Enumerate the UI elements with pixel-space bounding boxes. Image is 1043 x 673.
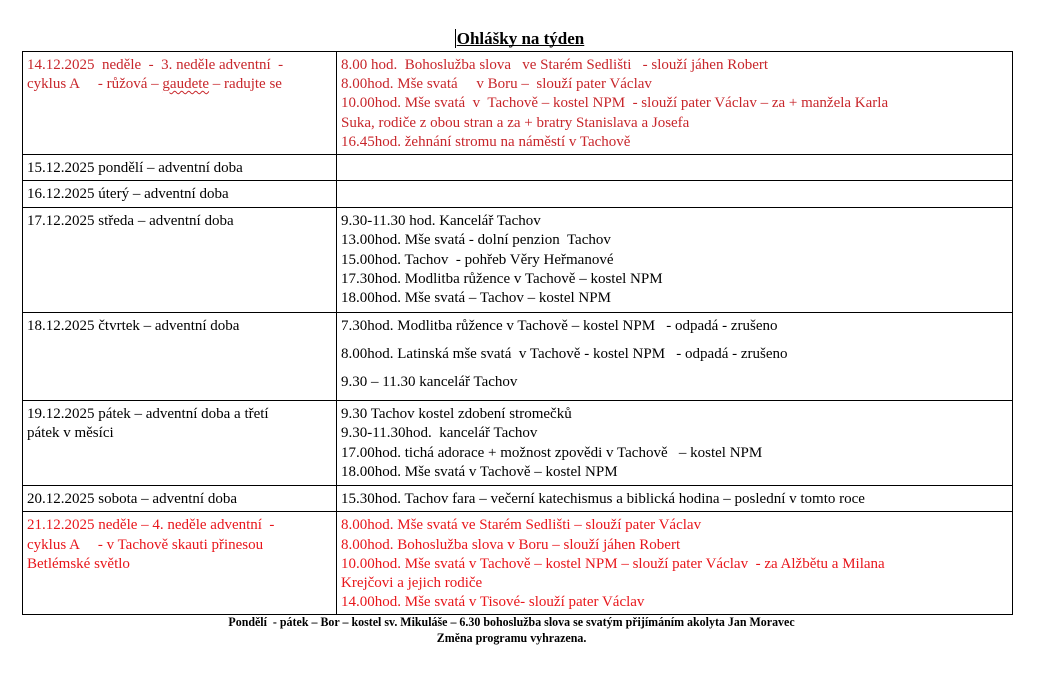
event-line: 17.00hod. tichá adorace + možnost zpovědi v Tachově – kostel NPM <box>341 444 763 461</box>
day-cell <box>23 181 337 208</box>
day-line-part: cyklus A - růžová – <box>27 76 163 93</box>
day-line: 15.12.2025 pondělí – adventní doba <box>27 160 243 177</box>
table-row <box>23 401 1013 486</box>
spellcheck-marked-word: gaudete <box>162 76 210 93</box>
day-cell <box>23 512 337 615</box>
event-line: 9.30-11.30 hod. Kancelář Tachov <box>341 213 541 230</box>
day-cell <box>23 486 337 512</box>
table-row <box>23 52 1013 155</box>
event-line: 8.00hod. Latinská mše svatá v Tachově - kostel NPM - odpadá - zrušeno <box>341 345 788 362</box>
day-line: cyklus A - v Tachově skauti přinesou <box>27 536 264 553</box>
day-cell <box>23 401 337 486</box>
weekly-schedule-table <box>22 51 1013 615</box>
day-line: 14.12.2025 neděle - 3. neděle adventní - <box>27 57 284 73</box>
table-row <box>23 512 1013 615</box>
event-line: 9.30-11.30hod. kancelář Tachov <box>341 425 538 442</box>
event-line: 13.00hod. Mše svatá - dolní penzion Tachov <box>341 232 611 249</box>
events-cell <box>337 401 1013 486</box>
events-cell <box>337 52 1013 155</box>
event-line: 10.00hod. Mše svatá v Tachově – kostel NPM - slouží pater Václav – za + manžela Karla <box>341 95 889 112</box>
table-row <box>23 208 1013 313</box>
events-cell <box>337 155 1013 181</box>
events-cell <box>337 313 1013 401</box>
day-line: 18.12.2025 čtvrtek – adventní doba <box>27 318 240 335</box>
footer-note <box>41 614 982 646</box>
events-cell <box>337 512 1013 615</box>
event-line: 18.00hod. Mše svatá – Tachov – kostel NPM <box>341 290 611 307</box>
table-row <box>23 181 1013 208</box>
event-line: 18.00hod. Mše svatá v Tachově – kostel NPM <box>341 463 618 480</box>
event-line: 8.00 hod. Bohoslužba slova ve Starém Sedlišti - slouží jáhen Robert <box>341 57 769 73</box>
event-line: 8.00hod. Mše svatá ve Starém Sedlišti – slouží pater Václav <box>341 517 702 534</box>
event-line: 7.30hod. Modlitba růžence v Tachově – kostel NPM - odpadá - zrušeno <box>341 318 778 335</box>
day-line-part: – radujte se <box>209 76 282 93</box>
day-line: Betlémské světlo <box>27 555 130 572</box>
day-line: 20.12.2025 sobota – adventní doba <box>27 491 237 508</box>
table-row <box>23 486 1013 512</box>
events-cell <box>337 486 1013 512</box>
day-line <box>27 75 332 94</box>
day-cell <box>23 52 337 155</box>
event-line: 10.00hod. Mše svatá v Tachově – kostel NPM – slouží pater Václav - za Alžbětu a Milana <box>341 555 885 572</box>
day-line: 16.12.2025 úterý – adventní doba <box>27 186 229 203</box>
event-line: 9.30 – 11.30 kancelář Tachov <box>341 373 518 390</box>
event-line: 8.00hod. Bohoslužba slova v Boru – slouží jáhen Robert <box>341 536 681 553</box>
event-line: Suka, rodiče z obou stran a za + bratry Stanislava a Josefa <box>341 114 690 131</box>
table-row <box>23 313 1013 401</box>
day-cell <box>23 313 337 401</box>
event-line: 14.00hod. Mše svatá v Tisové- slouží pater Václav <box>341 594 645 611</box>
event-line: 8.00hod. Mše svatá v Boru – slouží pater Václav <box>341 76 652 93</box>
day-line: 17.12.2025 středa – adventní doba <box>27 213 234 230</box>
page-title <box>0 29 1043 49</box>
day-cell <box>23 208 337 313</box>
footer-disclaimer: Změna programu vyhrazena. <box>436 630 587 645</box>
event-line: 16.45hod. žehnání stromu na náměstí v Tachově <box>341 133 631 150</box>
day-line: 21.12.2025 neděle – 4. neděle adventní - <box>27 517 275 534</box>
page-title-text: Ohlášky na týden <box>455 29 589 48</box>
event-line: 15.00hod. Tachov - pohřeb Věry Heřmanové <box>341 251 614 268</box>
footer-weekday-note: Pondělí - pátek – Bor – kostel sv. Mikuláše – 6.30 bohoslužba slova se svatým přijímáním akolyta Jan Moravec <box>228 614 795 629</box>
event-line: 17.30hod. Modlitba růžence v Tachově – kostel NPM <box>341 270 663 287</box>
day-line: 19.12.2025 pátek – adventní doba a třetí <box>27 406 269 423</box>
day-cell <box>23 155 337 181</box>
day-line: pátek v měsíci <box>27 425 114 442</box>
events-cell <box>337 181 1013 208</box>
event-line: 9.30 Tachov kostel zdobení stromečků <box>341 406 572 423</box>
table-row <box>23 155 1013 181</box>
event-line: 15.30hod. Tachov fara – večerní katechismus a biblická hodina – poslední v tomto roce <box>341 491 865 508</box>
events-cell <box>337 208 1013 313</box>
event-line: Krejčovi a jejich rodiče <box>341 575 483 592</box>
